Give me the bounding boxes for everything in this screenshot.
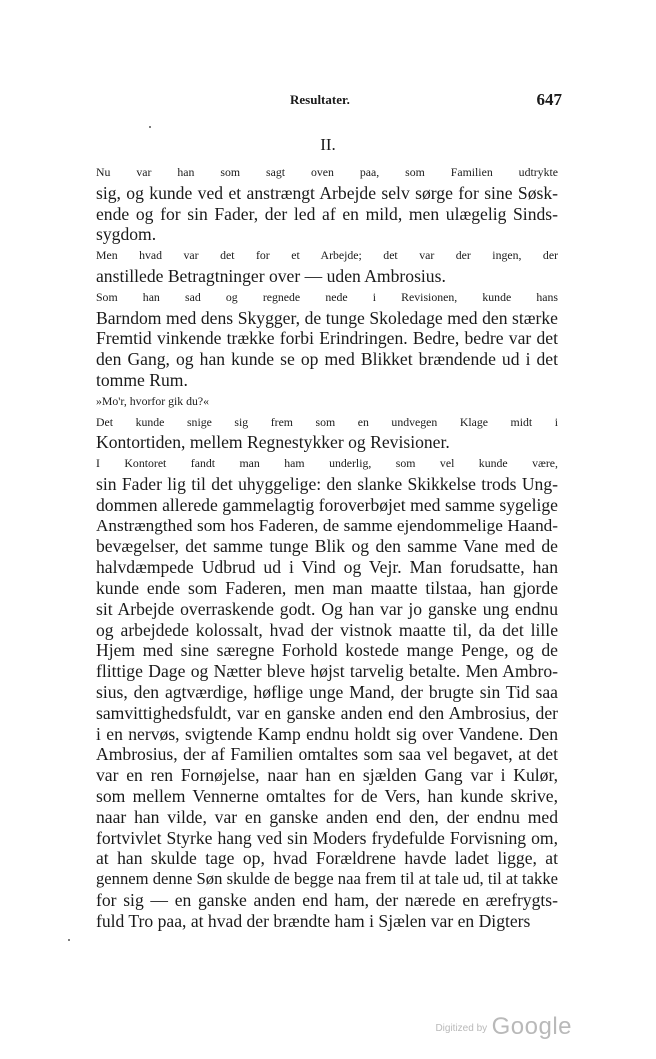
text-line: halvdæmpede Udbrud ud i Vind og Vejr. Man forudsatte, han [96, 557, 558, 578]
text-line: sius, den agtværdige, høflige unge Mand, der brugte sin Tid saa [96, 681, 558, 702]
text-line: Fremtid vinkende trække forbi Erindringen. Bedre, bedre var det [96, 328, 558, 349]
text-line: sin Fader lig til det uhyggelige: den slanke Skikkelse trods Ung- [96, 473, 558, 494]
paragraph [62, 245, 558, 287]
text-line: Hjem med sine særegne Forhold kostede mange Penge, og de [96, 640, 558, 661]
scan-speck [68, 939, 70, 941]
paragraph [62, 453, 558, 931]
text-line: og arbejdede kolossalt, hvad der vistnok maatte til, da det lille [96, 619, 558, 640]
text-line: samvittighedsfuldt, var en ganske anden end den Ambrosius, der [96, 702, 558, 723]
text-line: Som han sad og regnede nede i Revisionen, kunde hans [96, 289, 558, 304]
text-line: var en ren Fornøjelse, naar han en sjælden Gang var i Kulør, [96, 765, 558, 786]
text-line: gennem denne Søn skulde de begge naa frem til at tale ud, til at takke [96, 869, 558, 889]
text-line: fortvivlet Styrke hang ved sin Moders frydefulde Forvisning om, [96, 827, 558, 848]
scan-speck [149, 126, 151, 128]
text-line: Det kunde snige sig frem som en undvegen Klage midt i [96, 414, 558, 429]
text-line: for sig — en ganske anden end ham, der nærede en ærefrygts- [96, 889, 558, 910]
text-line: fuld Tro paa, at hvad der brændte ham i Sjælen var en Digters [96, 910, 531, 931]
text-line: tomme Rum. [96, 369, 188, 390]
text-line: Men hvad var det for et Arbejde; det var der ingen, der [96, 248, 558, 263]
text-line: anstillede Betragtninger over — uden Ambrosius. [96, 265, 446, 286]
watermark-prefix: Digitized by [435, 1023, 488, 1034]
text-line: ende og for sin Fader, der led af en mild, men ulægelig Sinds- [96, 203, 558, 224]
text-line: i en nervøs, svigtende Kamp endnu holdt sig over Vandene. Den [96, 723, 558, 744]
text-line: I Kontoret fandt man ham underlig, som vel kunde være, [96, 456, 558, 471]
section-heading: II. [320, 135, 336, 154]
text-line: Nu var han som sagt oven paa, som Familien udtrykte [96, 165, 558, 179]
text-line: den Gang, og han kunde se op med Blikket brændende ud i det [96, 349, 558, 370]
google-logo: Google [491, 1013, 572, 1040]
paragraph [62, 391, 558, 412]
text-line: Barndom med dens Skygger, de tunge Skoledage med den stærke [96, 307, 558, 328]
text-line: dommen allerede gammelagtig foroverbøjet med samme sygelige [96, 494, 558, 515]
running-title: Resultater. [290, 92, 350, 107]
text-line: at han skulde tage op, hvad Forældrene havde ladet ligge, at [96, 848, 558, 869]
text-line: sit Arbejde overraskende godt. Og han var jo ganske ung endnu [96, 598, 558, 619]
paragraph [62, 287, 558, 391]
text-line: som mellem Vennerne omtaltes for de Vers, han kunde skrive, [96, 785, 558, 806]
text-line: sygdom. [96, 224, 157, 245]
paragraph [62, 162, 558, 245]
text-line: Ambrosius, der af Familien omtaltes som saa vel begavet, at det [96, 744, 558, 765]
text-line: Kontortiden, mellem Regnestykker og Revisioner. [96, 432, 450, 453]
text-line: naar han vilde, var en ganske anden end den, der endnu med [96, 806, 558, 827]
text-line: Anstrængthed som hos Faderen, de samme ejendommelige Haand- [96, 515, 558, 535]
text-line: kunde ende som Faderen, men man maatte tilstaa, han gjorde [96, 577, 558, 598]
text-line: flittige Dage og Nætter bleve højst tarvelig betalte. Men Ambro- [96, 661, 558, 682]
text-line: bevægelser, det samme tunge Blik og den samme Vane med de [96, 536, 558, 557]
text-line: sig, og kunde ved et anstrængt Arbejde selv sørge for sine Søsk- [96, 182, 558, 203]
paragraph [62, 412, 558, 454]
body-text [62, 162, 558, 931]
text-line: »Mo'r, hvorfor gik du?« [96, 393, 210, 408]
page-header [62, 92, 562, 112]
page-number: 647 [536, 90, 562, 109]
digitized-by-google-watermark [435, 1013, 572, 1041]
